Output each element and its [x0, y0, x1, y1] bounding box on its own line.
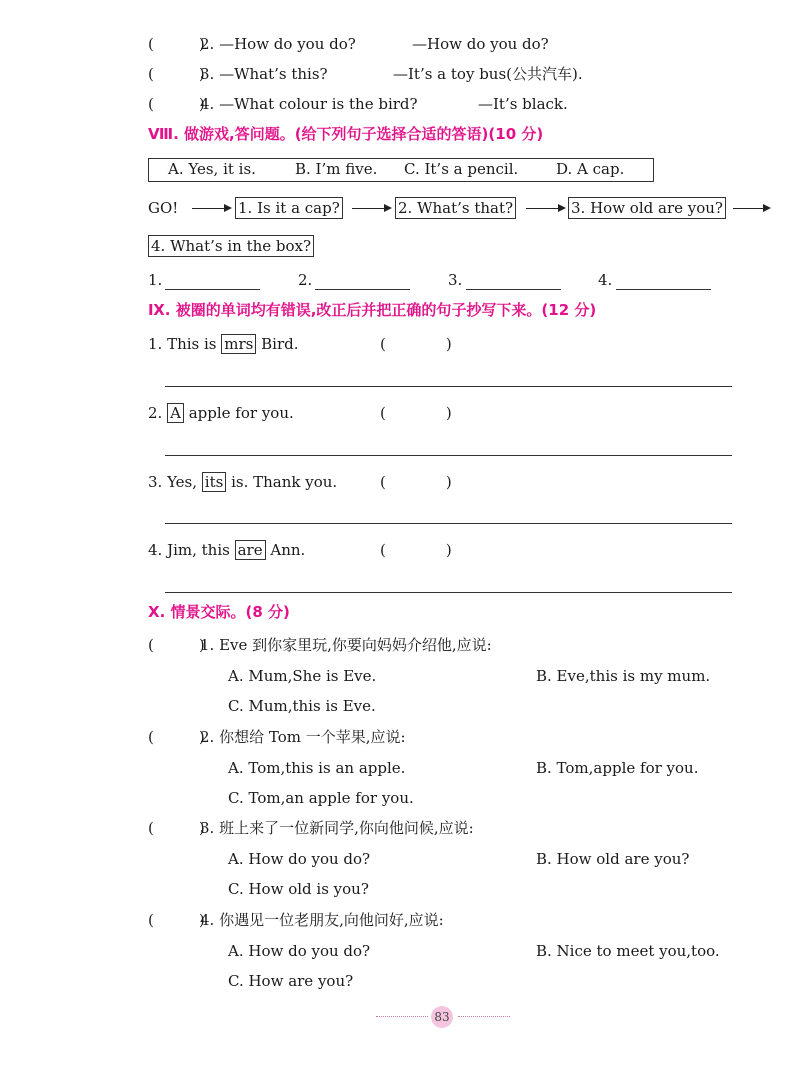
choice-b: B. Tom,apple for you.: [536, 759, 699, 777]
correction-paren[interactable]: ( ): [380, 335, 452, 353]
choice-a: A. How do you do?: [228, 942, 371, 960]
arrow-right-icon: [733, 208, 769, 209]
question-reply: —How do you do?: [412, 35, 549, 53]
choice-c: C. Tom,an apple for you.: [228, 789, 414, 807]
answer-label: 1.: [148, 271, 163, 289]
page-divider: [458, 1016, 510, 1017]
question-reply: —It’s a toy bus(公共汽车).: [393, 65, 583, 83]
answer-blank[interactable]: [315, 289, 410, 290]
page-divider: [376, 1016, 428, 1017]
answer-paren[interactable]: ( ): [148, 636, 205, 654]
question-reply: —It’s black.: [478, 95, 568, 113]
choice-b: B. Eve,this is my mum.: [536, 667, 711, 685]
answer-paren[interactable]: ( ): [148, 65, 205, 83]
answer-paren[interactable]: ( ): [148, 728, 205, 746]
question-prompt: 2. —How do you do?: [200, 35, 356, 53]
scenario-question: 2. 你想给 Tom 一个苹果,应说:: [200, 728, 406, 746]
choice-c: C. Mum,this is Eve.: [228, 697, 376, 715]
answer-label: 3.: [448, 271, 463, 289]
section-8-title: Ⅷ. 做游戏,答问题。(给下列句子选择合适的答语)(10 分): [148, 125, 544, 143]
sentence-pre: 1. This is: [148, 335, 222, 353]
answer-blank[interactable]: [616, 289, 711, 290]
sentence-pre: 3. Yes,: [148, 473, 202, 491]
question-prompt: 4. —What colour is the bird?: [200, 95, 418, 113]
answer-paren[interactable]: ( ): [148, 95, 205, 113]
answer-label: 2.: [298, 271, 313, 289]
go-label: GO!: [148, 199, 179, 217]
correction-paren[interactable]: ( ): [380, 541, 452, 559]
copy-line[interactable]: [165, 592, 732, 593]
circled-word: A: [167, 403, 184, 423]
option-item: C. It’s a pencil.: [404, 160, 519, 178]
answer-blank[interactable]: [466, 289, 561, 290]
sentence-pre: 2.: [148, 404, 168, 422]
sentence-post: is. Thank you.: [226, 473, 338, 491]
question-prompt: 3. —What’s this?: [200, 65, 328, 83]
correction-sentence: [148, 472, 337, 492]
circled-word: its: [202, 472, 227, 492]
choice-b: B. How old are you?: [536, 850, 690, 868]
choice-a: A. Mum,She is Eve.: [228, 667, 377, 685]
scenario-question: 3. 班上来了一位新同学,你向他问候,应说:: [200, 819, 474, 837]
flow-step-box: 4. What’s in the box?: [148, 235, 314, 257]
flow-step-box: 2. What’s that?: [395, 197, 516, 219]
option-item: D. A cap.: [556, 160, 625, 178]
correction-paren[interactable]: ( ): [380, 473, 452, 491]
correction-paren[interactable]: ( ): [380, 404, 452, 422]
scenario-question: 1. Eve 到你家里玩,你要向妈妈介绍他,应说:: [200, 636, 492, 654]
option-item: A. Yes, it is.: [168, 160, 256, 178]
answer-paren[interactable]: ( ): [148, 911, 205, 929]
answer-paren[interactable]: ( ): [148, 35, 205, 53]
section-10-title: Ⅹ. 情景交际。(8 分): [148, 603, 290, 621]
choice-c: C. How are you?: [228, 972, 354, 990]
answer-blank[interactable]: [165, 289, 260, 290]
answer-paren[interactable]: ( ): [148, 819, 205, 837]
choice-a: A. Tom,this is an apple.: [228, 759, 406, 777]
page-number: 83: [431, 1006, 453, 1028]
circled-word: are: [235, 540, 266, 560]
sentence-post: apple for you.: [183, 404, 294, 422]
correction-sentence: [148, 540, 305, 560]
choice-c: C. How old is you?: [228, 880, 369, 898]
correction-sentence: [148, 403, 294, 423]
answer-label: 4.: [598, 271, 613, 289]
copy-line[interactable]: [165, 523, 732, 524]
copy-line[interactable]: [165, 386, 732, 387]
sentence-pre: 4. Jim, this: [148, 541, 235, 559]
copy-line[interactable]: [165, 455, 732, 456]
sentence-post: Ann.: [265, 541, 306, 559]
circled-word: mrs: [221, 334, 256, 354]
arrow-right-icon: [526, 208, 564, 209]
choice-a: A. How do you do?: [228, 850, 371, 868]
section-9-title: Ⅸ. 被圈的单词均有错误,改正后并把正确的句子抄写下来。(12 分): [148, 301, 597, 319]
arrow-right-icon: [352, 208, 390, 209]
choice-b: B. Nice to meet you,too.: [536, 942, 720, 960]
flow-step-box: 3. How old are you?: [568, 197, 726, 219]
option-item: B. I’m five.: [295, 160, 378, 178]
correction-sentence: [148, 334, 299, 354]
flow-step-box: 1. Is it a cap?: [235, 197, 343, 219]
sentence-post: Bird.: [256, 335, 299, 353]
arrow-right-icon: [192, 208, 230, 209]
scenario-question: 4. 你遇见一位老朋友,向他问好,应说:: [200, 911, 444, 929]
